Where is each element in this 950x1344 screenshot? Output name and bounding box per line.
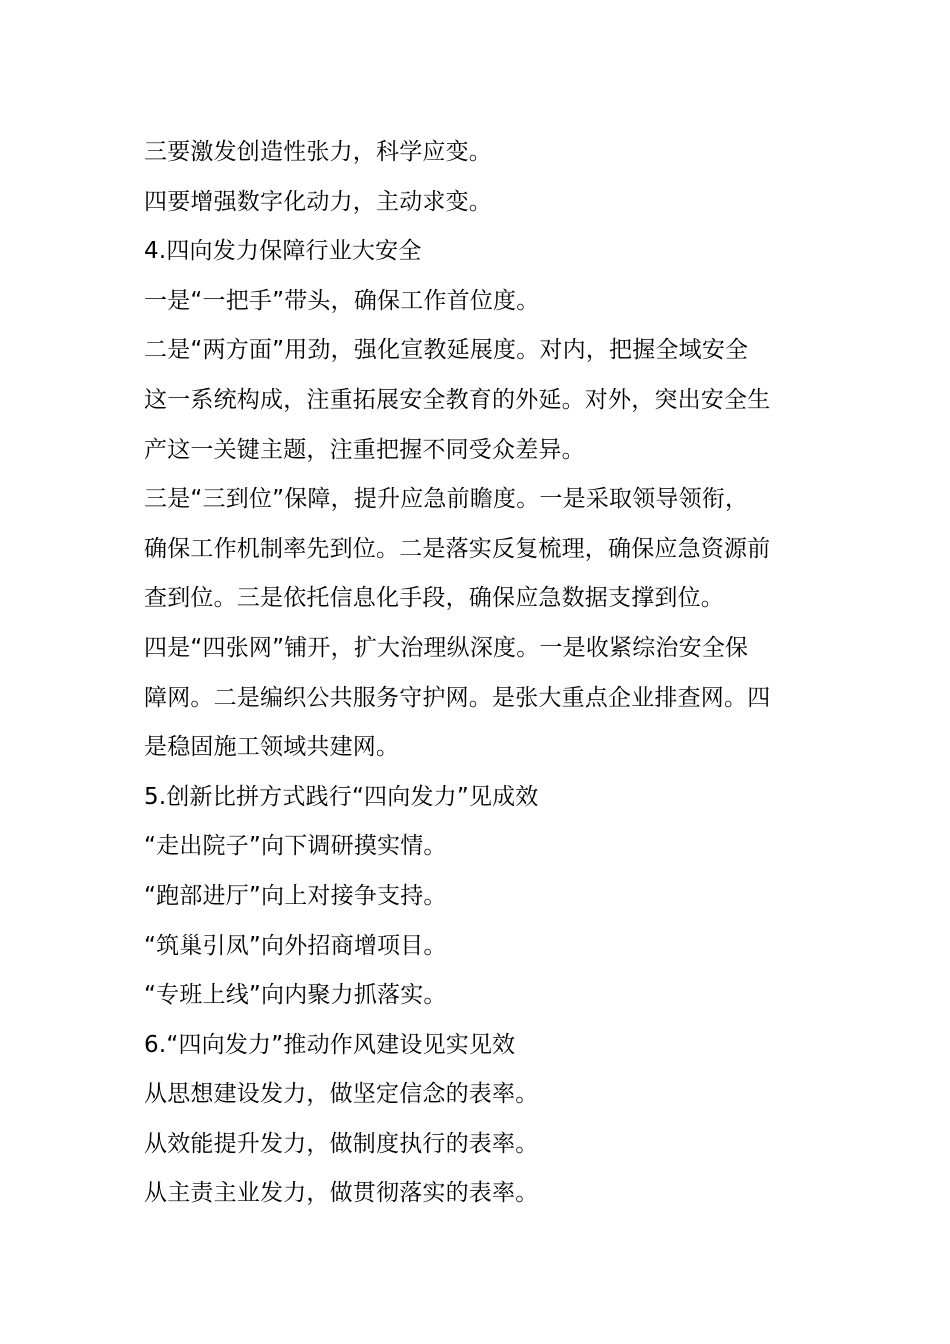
paragraph-line: “跑部进厅”向上对接争支持。: [144, 882, 447, 909]
section-heading: 4.四向发力保障行业大安全: [144, 238, 422, 265]
paragraph-line: 三是“三到位”保障，提升应急前瞻度。一是采取领导领衔，: [144, 486, 749, 513]
paragraph-line: “走出院子”向下调研摸实情。: [144, 833, 447, 860]
paragraph-line: 这一系统构成，注重拓展安全教育的外延。对外，突出安全生: [144, 386, 771, 413]
section-heading: 5.创新比拼方式践行“四向发力”见成效: [144, 783, 539, 810]
paragraph-line: 三要激发创造性张力，科学应变。: [144, 139, 492, 165]
paragraph-line: 四是“四张网”铺开，扩大治理纵深度。一是收紧综治安全保: [144, 634, 749, 661]
document-body: [144, 128, 808, 1219]
paragraph-line: 一是“一把手”带头，确保工作首位度。: [144, 287, 540, 314]
paragraph-line: “专班上线”向内聚力抓落实。: [144, 982, 447, 1009]
paragraph-line: 查到位。三是依托信息化手段，确保应急数据支撑到位。: [144, 585, 724, 612]
paragraph-line: 从效能提升发力，做制度执行的表率。: [144, 1130, 539, 1157]
paragraph-line: 四要增强数字化动力，主动求变。: [144, 188, 492, 215]
paragraph-line: 从主责主业发力，做贯彻落实的表率。: [144, 1180, 539, 1207]
paragraph-line: 障网。二是编织公共服务守护网。是张大重点企业排查网。四: [144, 684, 771, 711]
paragraph-line: 确保工作机制率先到位。二是落实反复梳理，确保应急资源前: [144, 535, 771, 562]
paragraph-line: 二是“两方面”用劲，强化宣教延展度。对内，把握全域安全: [144, 337, 749, 364]
paragraph-line: 从思想建设发力，做坚定信念的表率。: [144, 1081, 539, 1108]
paragraph-line: 产这一关键主题，注重把握不同受众差异。: [144, 436, 585, 463]
paragraph-line: “筑巢引凤”向外招商增项目。: [144, 932, 447, 959]
paragraph-line: 是稳固施工领域共建网。: [144, 734, 400, 761]
section-heading: 6.“四向发力”推动作风建设见实见效: [144, 1031, 516, 1058]
